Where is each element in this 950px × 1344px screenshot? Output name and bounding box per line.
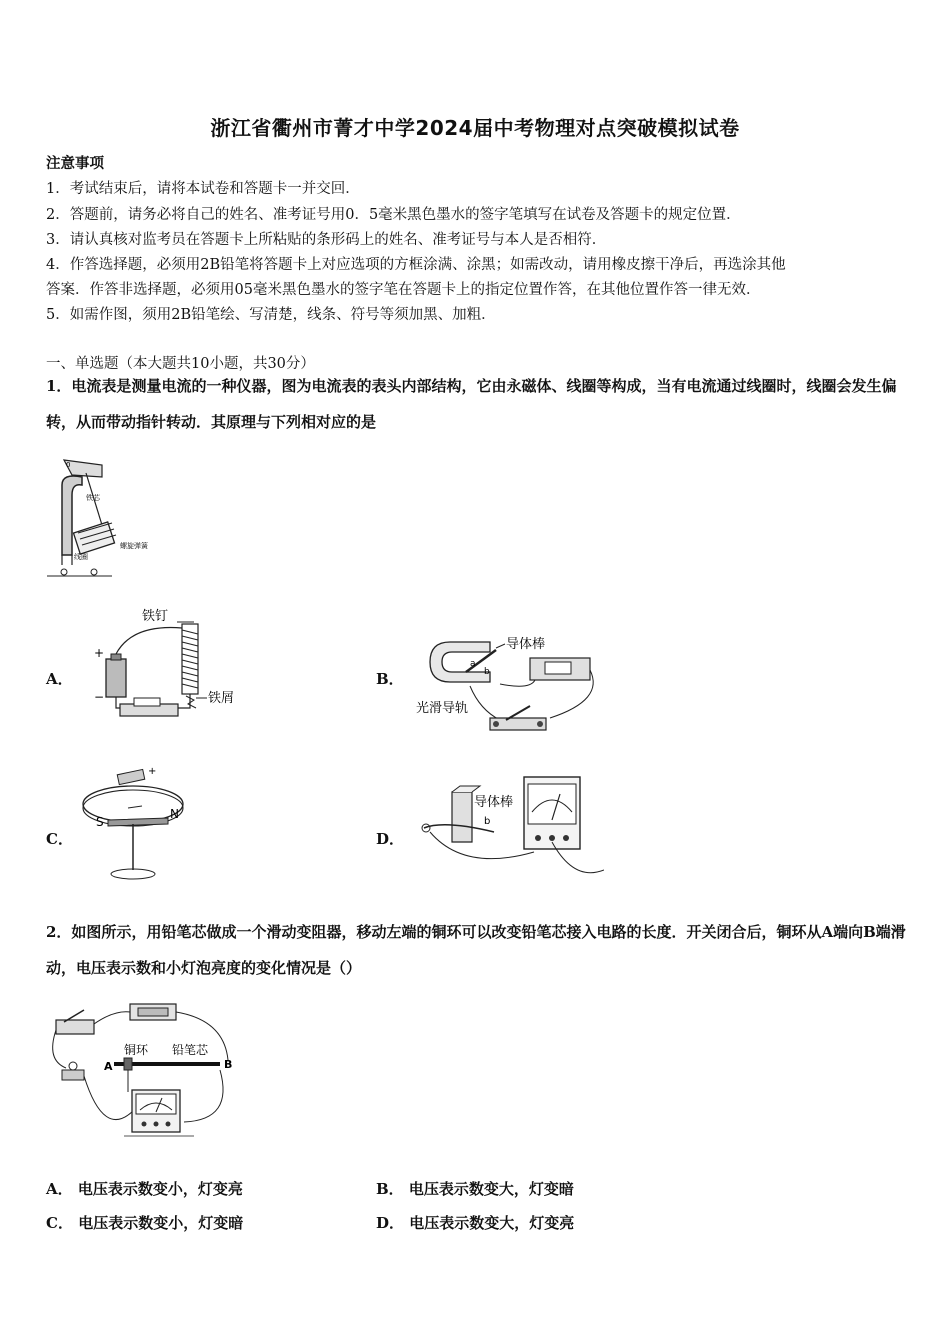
coil-label: 线圈 xyxy=(74,553,88,561)
section-heading: 一、单选题（本大题共10小题，共30分） xyxy=(46,356,315,372)
iron-nail-label: 铁钉 xyxy=(142,609,169,624)
a-label: a xyxy=(470,659,476,669)
end-b-label: B xyxy=(224,1058,233,1071)
notice-heading: 注意事项 xyxy=(46,155,104,172)
question-1-text: 1．电流表是测量电流的一种仪器，图为电流表的表头内部结构，它由永磁体、线圈等构成，当有电流通过线圈时，线圈会发生偏转，从而带动指针转动．其原理与下列相对应的是 xyxy=(46,377,897,431)
n-pole-label: N xyxy=(170,807,179,821)
end-a-label: A xyxy=(104,1060,113,1073)
choice-b-letter: B． xyxy=(376,1180,404,1198)
choice-b-text: 电压表示数变大，灯变暗 xyxy=(408,1180,574,1198)
scale-label: 0 xyxy=(66,461,71,469)
notice-item: 2．答题前，请务必将自己的姓名、准考证号用0．5毫米黑色墨水的签字笔填写在试卷及答题卡的规定位置． xyxy=(46,207,741,223)
choice-c-letter: C． xyxy=(46,1214,73,1232)
notice-item: 4．作答选择题，必须用2B铅笔将答题卡上对应选项的方框涂满、涂黑；如需改动，请用橡皮擦干净后，再选涂其他 xyxy=(46,257,786,273)
b-label-d: b xyxy=(484,816,491,827)
option-c-figure xyxy=(78,762,198,887)
option-c-label: C． xyxy=(46,830,73,848)
rod-label-d: 导体棒 xyxy=(474,795,514,810)
choice-a-text: 电压表示数变小，灯变亮 xyxy=(77,1180,243,1198)
option-a-label: A． xyxy=(46,670,73,688)
plus-label: + xyxy=(94,646,105,660)
choice-c-text: 电压表示数变小，灯变暗 xyxy=(78,1214,244,1232)
notice-item: 3．请认真核对监考员在答题卡上所粘贴的条形码上的姓名、准考证号与本人是否相符． xyxy=(46,232,607,248)
choice-b xyxy=(376,1178,574,1199)
choice-d xyxy=(376,1212,574,1233)
question-2-text: 2．如图所示，用铅笔芯做成一个滑动变阻器，移动左端的铜环可以改变铅笔芯接入电路的长度．开关闭合后，铜环从A端向B端滑动，电压表示数和小灯泡亮度的变化情况是（） xyxy=(46,923,906,977)
core-label: 铁芯 xyxy=(86,494,100,502)
option-a-figure xyxy=(82,604,262,724)
option-b-label: B． xyxy=(376,670,404,688)
notice-item: 1．考试结束后，请将本试卷和答题卡一并交回． xyxy=(46,181,360,197)
minus-label: − xyxy=(94,690,105,704)
ammeter-head-figure xyxy=(42,455,162,580)
plus-label-c: + xyxy=(148,766,157,777)
rail-label: 光滑导轨 xyxy=(416,701,469,716)
spring-label: 螺旋弹簧 xyxy=(120,542,148,550)
b-label: b xyxy=(484,667,490,677)
iron-filings-label: 铁屑 xyxy=(208,691,235,706)
choice-a xyxy=(46,1178,243,1199)
option-d-label: D． xyxy=(376,830,405,848)
notice-item: 答案．作答非选择题，必须用05毫米黑色墨水的签字笔在答题卡上的指定位置作答，在其他位置作答一律无效． xyxy=(46,282,761,298)
notice-item: 5．如需作图，须用2B铅笔绘、写清楚，线条、符号等须加黑、加粗． xyxy=(46,307,496,323)
pencil-lead-rheostat-figure xyxy=(44,1000,244,1145)
s-pole-label: S xyxy=(96,815,104,829)
pencil-lead-label: 铅笔芯 xyxy=(172,1043,209,1057)
choice-a-letter: A． xyxy=(46,1180,73,1198)
choice-d-text: 电压表示数变大，灯变亮 xyxy=(409,1214,575,1232)
choice-c xyxy=(46,1212,243,1233)
option-d-figure xyxy=(404,772,604,887)
copper-ring-label: 铜环 xyxy=(124,1043,149,1057)
option-b-figure xyxy=(410,630,605,745)
choice-d-letter: D． xyxy=(376,1214,405,1232)
page-title: 浙江省衢州市菁才中学2024届中考物理对点突破模拟试卷 xyxy=(210,116,740,140)
rod-label: 导体棒 xyxy=(506,637,546,652)
